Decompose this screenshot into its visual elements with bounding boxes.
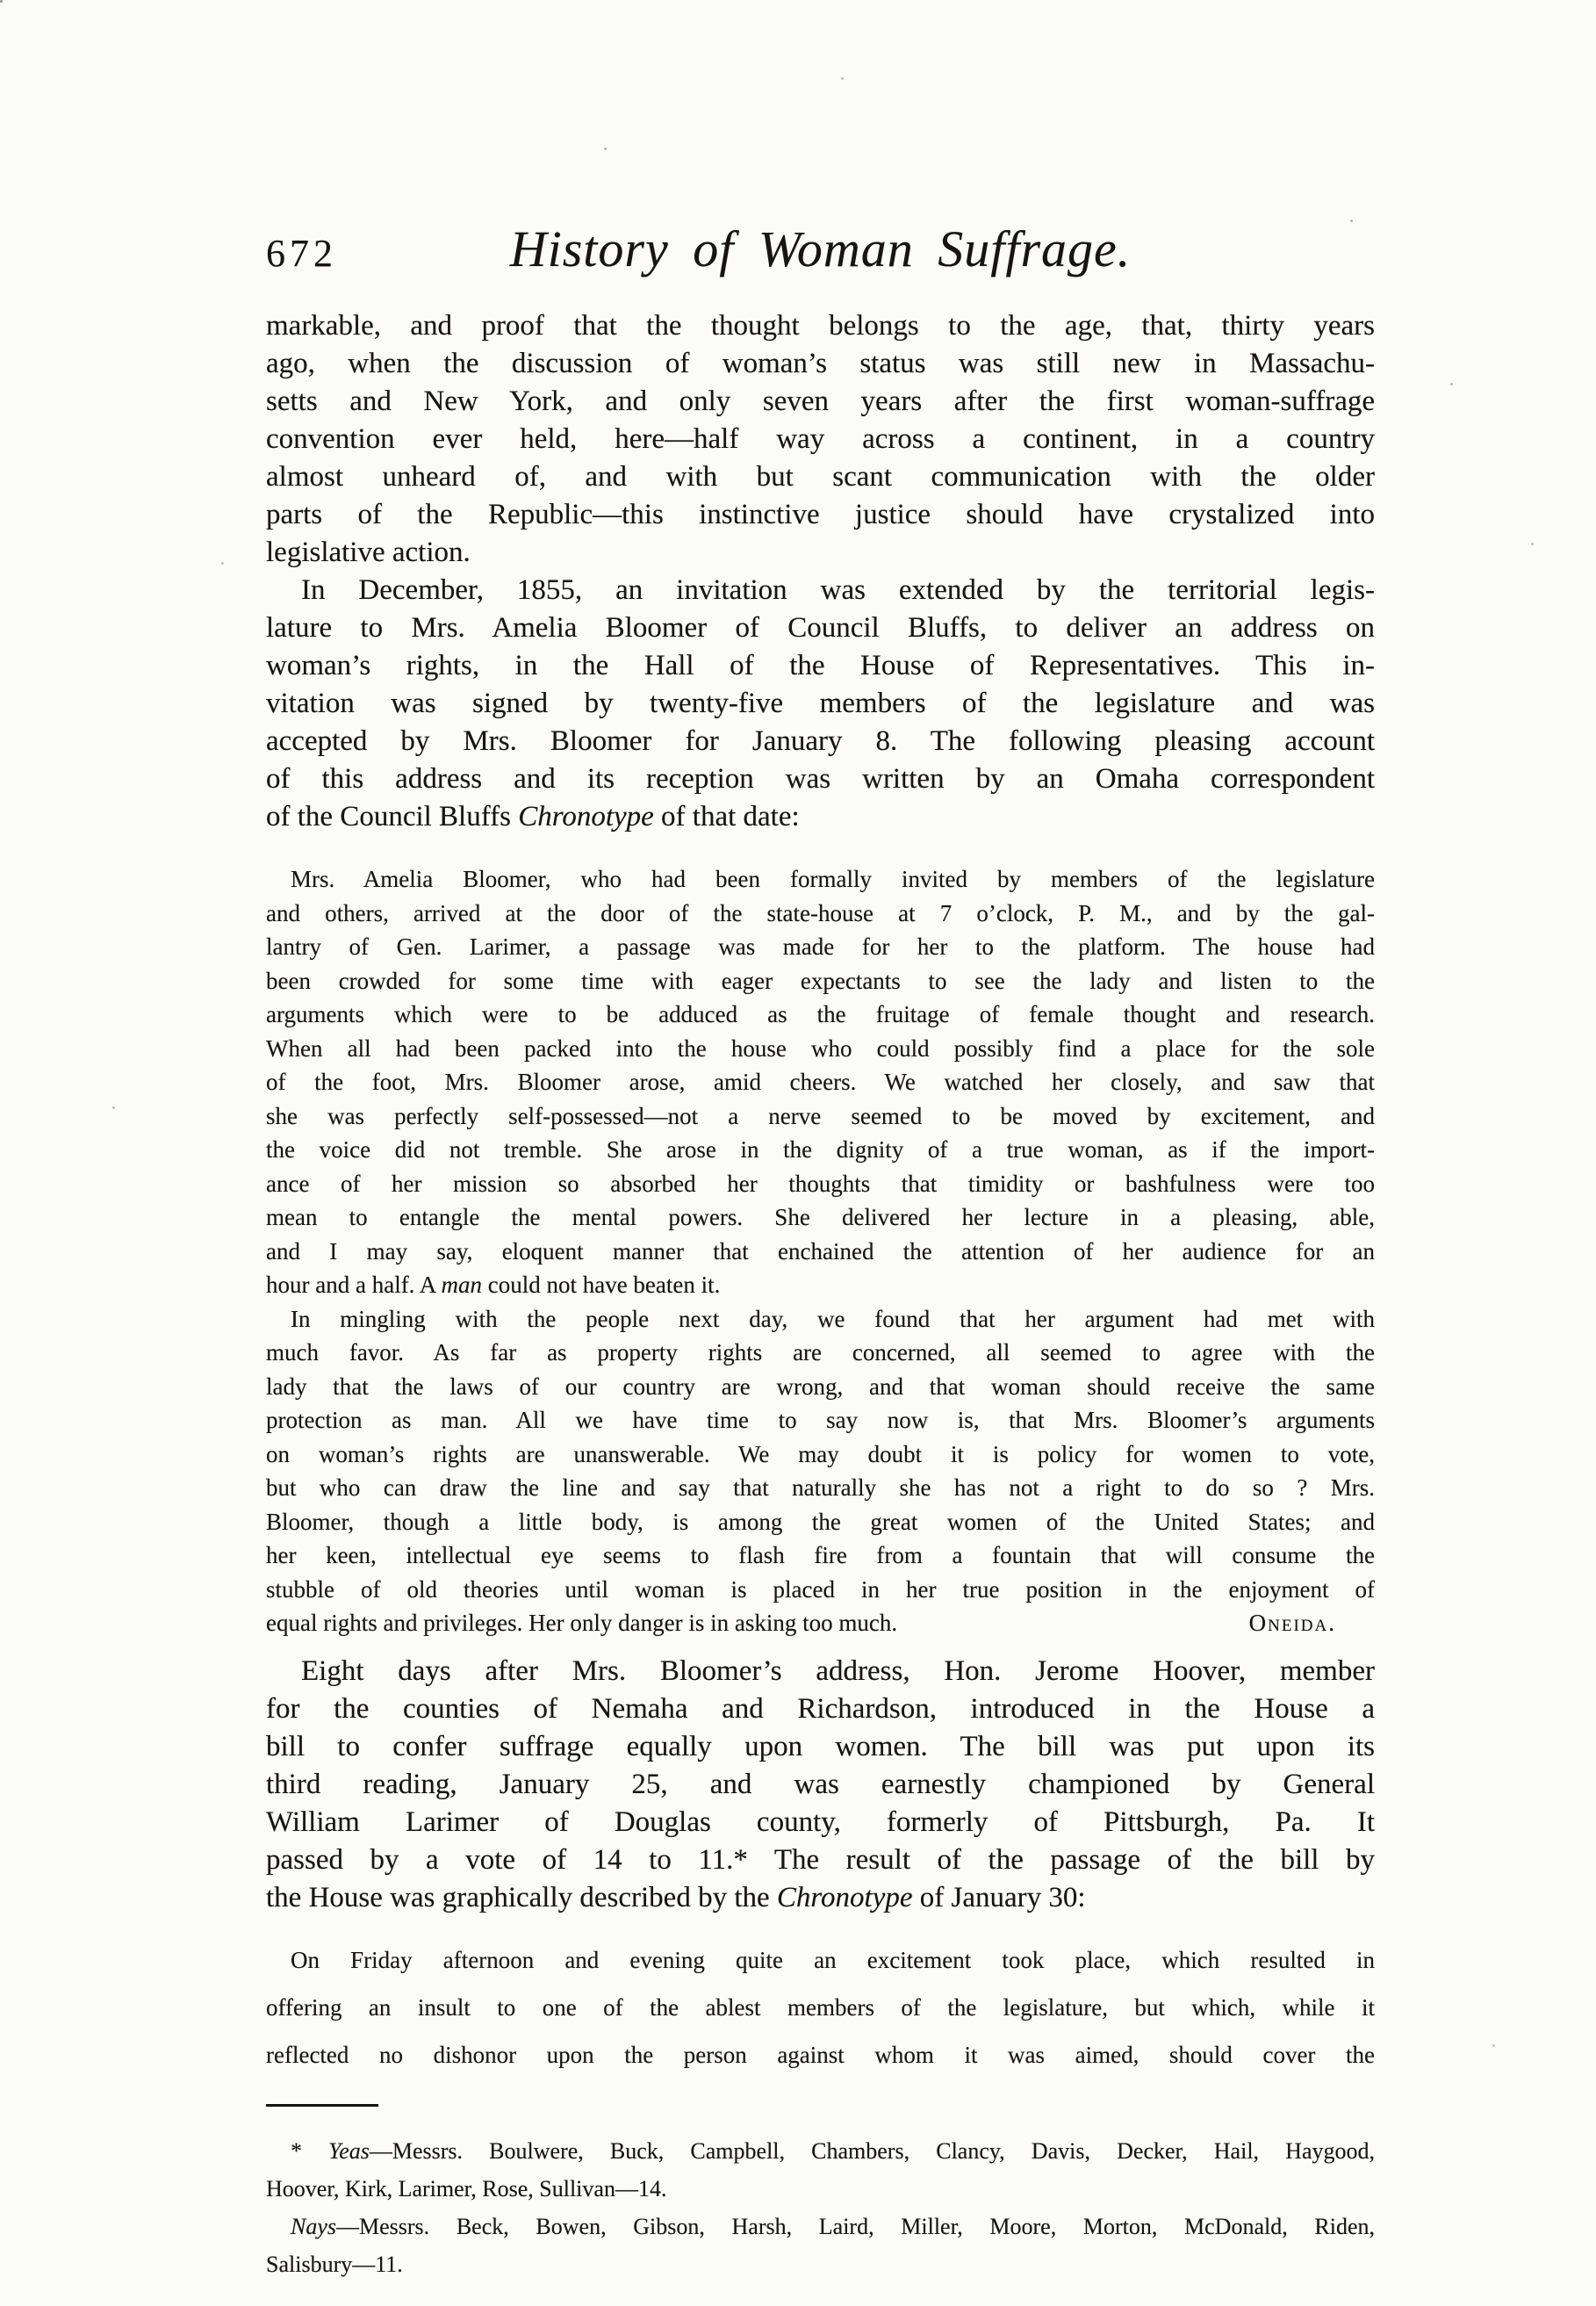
text-line: bill to confer suffrage equally upon women. The bill was put upon its bbox=[266, 1730, 1375, 1762]
text-body bbox=[266, 307, 1375, 2079]
text-line: reflected no dishonor upon the person against whom it was aimed, should cover the bbox=[266, 2041, 1375, 2068]
text-line: lantry of Gen. Larimer, a passage was made for her to the platform. The house had bbox=[266, 933, 1375, 960]
text-line bbox=[266, 1606, 1375, 1640]
paragraph-bill bbox=[266, 1653, 1375, 1917]
text-line: convention ever held, here—half way across a continent, in a country bbox=[266, 423, 1375, 455]
chronotype-quote-paragraph-3 bbox=[266, 1936, 1375, 2079]
text-line: In mingling with the people next day, we found that her argument had met with bbox=[291, 1305, 1375, 1332]
text-line: offering an insult to one of the ablest members of the legislature, but which, while it bbox=[266, 1993, 1375, 2021]
page-number: 672 bbox=[266, 232, 337, 275]
text-line: Eight days after Mrs. Bloomer’s address, Hon. Jerome Hoover, member bbox=[301, 1654, 1375, 1687]
text-line: and others, arrived at the door of the state-house at 7 o’clock, P. M., and by the gal- bbox=[266, 899, 1375, 926]
text-line: William Larimer of Douglas county, formerly of Pittsburgh, Pa. It bbox=[266, 1805, 1375, 1838]
italic-text: Chronotype bbox=[776, 1881, 913, 1913]
text-line: hour and a half. A man could not have beaten it. bbox=[266, 1272, 721, 1298]
text-line: ance of her mission so absorbed her thoughts that timidity or bashfulness were too bbox=[266, 1170, 1375, 1197]
text-line: Bloomer, though a little body, is among the great women of the United States; and bbox=[266, 1508, 1375, 1535]
text-line: for the counties of Nemaha and Richardson, introduced in the House a bbox=[266, 1692, 1375, 1725]
text-line: the voice did not tremble. She arose in the dignity of a true woman, as if the import- bbox=[266, 1136, 1375, 1163]
text-line: much favor. As far as property rights are concerned, all seemed to agree with the bbox=[266, 1339, 1375, 1366]
text-line: Nays—Messrs. Beck, Bowen, Gibson, Harsh, Laird, Miller, Moore, Morton, McDonald, Riden, bbox=[291, 2214, 1375, 2239]
text-line: Salisbury—11. bbox=[266, 2252, 403, 2277]
text-line-content: equal rights and privileges. Her only danger is in asking too much. bbox=[266, 1610, 898, 1636]
text-line: Mrs. Amelia Bloomer, who had been formally invited by members of the legislature bbox=[291, 866, 1375, 892]
text-line: lady that the laws of our country are wrong, and that woman should receive the same bbox=[266, 1373, 1375, 1400]
text-line: markable, and proof that the thought belongs to the age, that, thirty years bbox=[266, 310, 1375, 342]
text-line: lature to Mrs. Amelia Bloomer of Council Bluffs, to deliver an address on bbox=[266, 612, 1375, 644]
footnote-rule bbox=[266, 2104, 378, 2107]
text-line: When all had been packed into the house who could possibly find a place for the sole bbox=[266, 1034, 1375, 1062]
text-line: accepted by Mrs. Bloomer for January 8. The following pleasing account bbox=[266, 725, 1375, 757]
text-line: ago, when the discussion of woman’s status was still new in Massachu- bbox=[266, 348, 1375, 379]
text-line: stubble of old theories until woman is placed in her true position in the enjoyment of bbox=[266, 1575, 1375, 1603]
italic-text: Chronotype bbox=[518, 801, 654, 832]
text-line: setts and New York, and only seven years after the first woman-suffrage bbox=[266, 386, 1375, 417]
running-title: History of Woman Suffrage. bbox=[509, 220, 1132, 277]
footnote-nays bbox=[266, 2208, 1375, 2283]
footnote-yeas bbox=[266, 2132, 1375, 2208]
text-line: vitation was signed by twenty-five members of the legislature and was bbox=[266, 688, 1375, 719]
text-line: woman’s rights, in the Hall of the House of Representatives. This in- bbox=[266, 650, 1375, 681]
text-line: Hoover, Kirk, Larimer, Rose, Sullivan—14. bbox=[266, 2176, 667, 2202]
text-line: parts of the Republic—this instinctive justice should have crystalized into bbox=[266, 499, 1375, 530]
text-line: she was perfectly self-possessed—not a nerve seemed to be moved by excitement, and bbox=[266, 1102, 1375, 1129]
text-line: arguments which were to be adduced as the fruitage of female thought and research. bbox=[266, 1001, 1375, 1027]
text-line: but who can draw the line and say that naturally she has not a right to do so ? Mrs. bbox=[266, 1474, 1375, 1501]
paragraph-invitation bbox=[266, 572, 1375, 836]
text-line: third reading, January 25, and was earnestly championed by General bbox=[266, 1768, 1375, 1800]
italic-text: Yeas bbox=[328, 2138, 370, 2164]
text-line: almost unheard of, and with but scant communication with the older bbox=[266, 461, 1375, 493]
italic-text: Nays bbox=[291, 2214, 336, 2239]
text-line: mean to entangle the mental powers. She delivered her lecture in a pleasing, able, bbox=[266, 1204, 1375, 1230]
text-line: of the Council Bluffs Chronotype of that date: bbox=[266, 801, 800, 832]
text-line: her keen, intellectual eye seems to flash fire from a fountain that will consume the bbox=[266, 1542, 1375, 1568]
text-line: been crowded for some time with eager expectants to see the lady and listen to the bbox=[266, 967, 1375, 994]
correspondent-signature: Oneida. bbox=[1248, 1610, 1336, 1636]
text-line: of this address and its reception was written by an Omaha correspondent bbox=[266, 763, 1375, 795]
text-line: on woman’s rights are unanswerable. We may doubt it is policy for women to vote, bbox=[266, 1440, 1375, 1467]
paragraph-continuation bbox=[266, 307, 1375, 572]
scan-noise bbox=[0, 0, 3, 3]
italic-text: man bbox=[441, 1272, 482, 1298]
text-line: passed by a vote of 14 to 11.* The result of the passage of the bill by bbox=[266, 1843, 1375, 1876]
text-line: On Friday afternoon and evening quite an excitement took place, which resulted in bbox=[291, 1946, 1375, 1973]
text-line: the House was graphically described by the Chronotype of January 30: bbox=[266, 1881, 1086, 1913]
text-line: protection as man. All we have time to say now is, that Mrs. Bloomer’s arguments bbox=[266, 1407, 1375, 1433]
chronotype-quote-paragraph-2 bbox=[266, 1302, 1375, 1640]
text-line: In December, 1855, an invitation was extended by the territorial legis- bbox=[301, 574, 1375, 606]
page-header bbox=[266, 220, 1375, 278]
text-line: legislative action. bbox=[266, 537, 471, 568]
text-line: of the foot, Mrs. Bloomer arose, amid cheers. We watched her closely, and saw that bbox=[266, 1069, 1375, 1095]
chronotype-quote-paragraph-1 bbox=[266, 862, 1375, 1302]
text-line: and I may say, eloquent manner that enchained the attention of her audience for an bbox=[266, 1237, 1375, 1265]
text-line: * Yeas—Messrs. Boulwere, Buck, Campbell, Chambers, Clancy, Davis, Decker, Hail, Haygood, bbox=[291, 2138, 1375, 2164]
footnote-body bbox=[266, 2132, 1375, 2283]
